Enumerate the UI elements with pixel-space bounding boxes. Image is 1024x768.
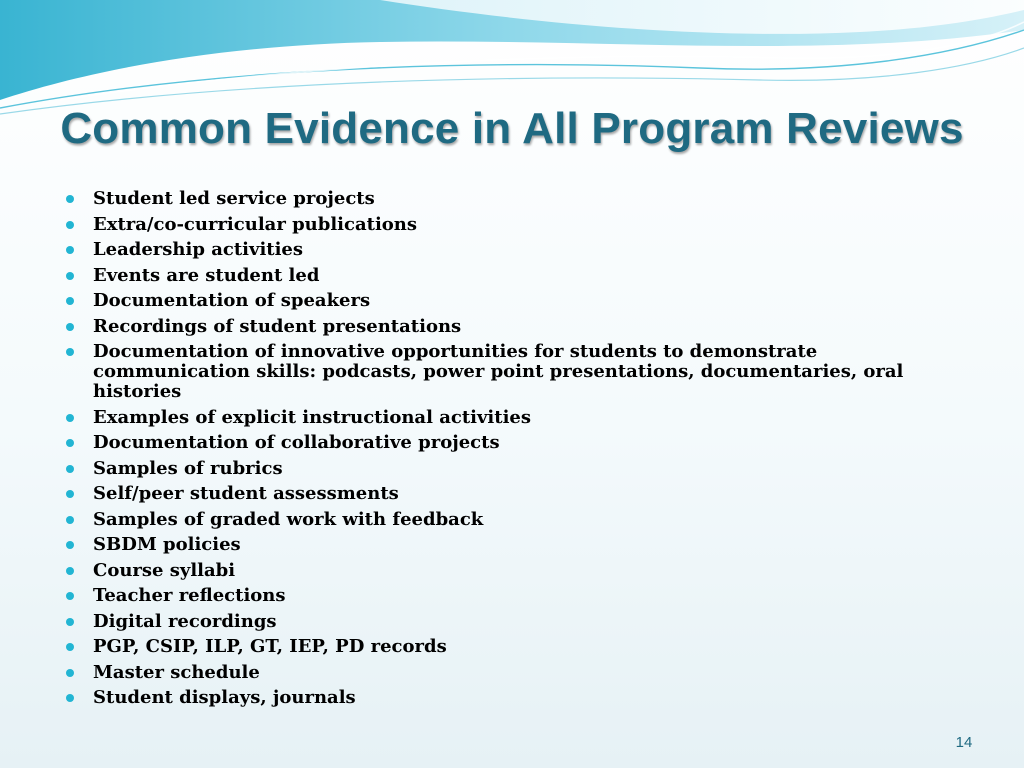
bullet-item bbox=[64, 484, 944, 504]
bullet-item bbox=[64, 433, 944, 453]
bullet-text: Course syllabi bbox=[93, 559, 236, 581]
bullet-item bbox=[64, 408, 944, 428]
bullet-text: Student displays, journals bbox=[93, 687, 356, 708]
evidence-bullet-list bbox=[64, 189, 944, 714]
bullet-item bbox=[64, 291, 944, 311]
bullet-text: Examples of explicit instructional activities bbox=[93, 406, 532, 428]
bullet-icon bbox=[66, 618, 74, 626]
bullet-item bbox=[64, 459, 944, 479]
bullet-icon bbox=[66, 694, 74, 702]
bullet-icon bbox=[66, 414, 74, 422]
bullet-item bbox=[64, 561, 944, 581]
page-number: 14 bbox=[955, 734, 973, 751]
bullet-item bbox=[64, 266, 944, 286]
bullet-icon bbox=[66, 439, 74, 447]
bullet-icon bbox=[66, 669, 74, 677]
bullet-text: PGP, CSIP, ILP, GT, IEP, PD records bbox=[93, 636, 447, 657]
bullet-text: Extra/co-curricular publications bbox=[93, 213, 418, 235]
bullet-text: Student led service projects bbox=[93, 188, 375, 209]
bullet-text: Documentation of speakers bbox=[93, 290, 371, 311]
bullet-item bbox=[64, 535, 944, 555]
bullet-icon bbox=[66, 272, 74, 280]
bullet-item bbox=[64, 215, 944, 235]
bullet-icon bbox=[66, 465, 74, 473]
bullet-item bbox=[64, 342, 944, 402]
bullet-text: Samples of rubrics bbox=[93, 457, 283, 479]
bullet-text: Self/peer student assessments bbox=[93, 483, 399, 504]
bullet-item bbox=[64, 586, 944, 606]
bullet-icon bbox=[66, 516, 74, 524]
bullet-item bbox=[64, 688, 944, 708]
bullet-item bbox=[64, 317, 944, 337]
bullet-text: Digital recordings bbox=[93, 610, 277, 632]
bullet-text: Samples of graded work with feedback bbox=[93, 508, 484, 530]
bullet-icon bbox=[66, 297, 74, 305]
bullet-icon bbox=[66, 323, 74, 331]
bullet-item bbox=[64, 510, 944, 530]
bullet-icon bbox=[66, 541, 74, 549]
bullet-icon bbox=[66, 567, 74, 575]
bullet-text: Recordings of student presentations bbox=[93, 315, 462, 337]
slide-title: Common Evidence in All Program Reviews bbox=[60, 104, 964, 153]
bullet-item bbox=[64, 189, 944, 209]
bullet-icon bbox=[66, 592, 74, 600]
bullet-icon bbox=[66, 221, 74, 229]
bullet-item bbox=[64, 637, 944, 657]
bullet-text: SBDM policies bbox=[93, 534, 241, 555]
bullet-item bbox=[64, 612, 944, 632]
bullet-text: Events are student led bbox=[93, 264, 320, 286]
bullet-icon bbox=[66, 246, 74, 254]
bullet-icon bbox=[66, 348, 74, 356]
bullet-text: Documentation of collaborative projects bbox=[93, 432, 500, 453]
bullet-item bbox=[64, 240, 944, 260]
bullet-text: Leadership activities bbox=[93, 239, 304, 260]
bullet-icon bbox=[66, 643, 74, 651]
bullet-text: Documentation of innovative opportunities for students to demonstrate communication skills: podcasts, power point presentations, documentaries, oral histories bbox=[93, 341, 904, 402]
bullet-item bbox=[64, 663, 944, 683]
bullet-icon bbox=[66, 490, 74, 498]
bullet-text: Teacher reflections bbox=[93, 585, 286, 606]
bullet-icon bbox=[66, 195, 74, 203]
bullet-text: Master schedule bbox=[93, 661, 260, 683]
